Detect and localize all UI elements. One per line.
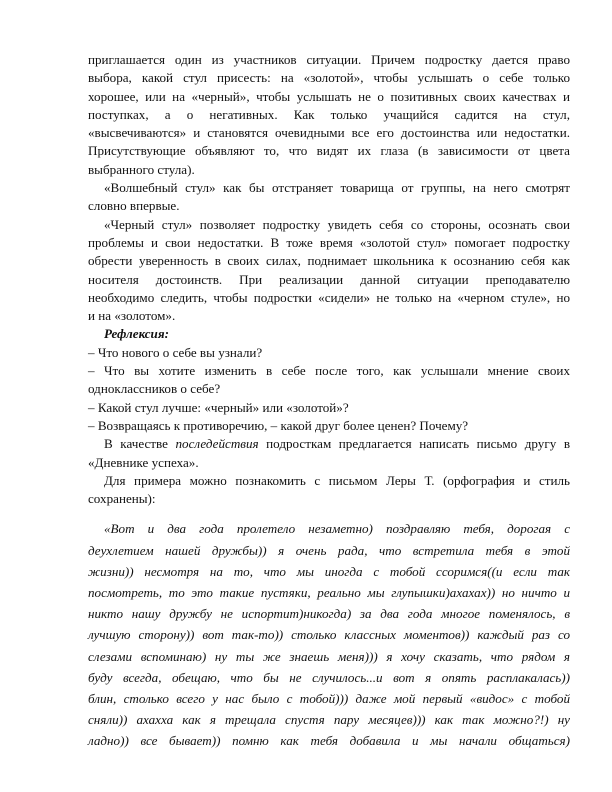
letter-line: ладно)) все бывает)) помню как тебя добавила и мы начали общаться) <box>88 733 570 749</box>
question-2 <box>88 362 570 399</box>
text-line: словно впервые. <box>88 198 180 214</box>
reflection-heading-line <box>88 325 570 343</box>
paragraph-consequence <box>88 435 570 472</box>
letter-line: «Вот и два года пролетело незаметно) поздравляю тебя, дорогая с <box>104 521 570 537</box>
letter-line: сняли)) ахахха как я трещала спустя пару месяцев))) как так можно?!) ну <box>88 712 570 728</box>
text-line: выбора, какой стул присесть: на «золотой», чтобы услышать о себе только <box>88 70 570 86</box>
text-line: обрести уверенность в своих силах, поднимает школьника к осознанию себя как <box>88 253 570 269</box>
letter-line: деухлетием нашей дружбы)) я очень рада, что встретила тебя в этой <box>88 542 570 558</box>
text-line: Для примера можно познакомить с письмом Леры Т. (орфография и стиль <box>104 472 570 488</box>
text-line: – Возвращаясь к противоречию, – какой друг более ценен? Почему? <box>88 417 469 433</box>
reflection-heading: Рефлексия: <box>104 326 169 342</box>
letter-line: лучшую сторону)) вот так-то)) столько классных моментов)) каждый раз со <box>88 627 570 643</box>
text-line: – Какой стул лучше: «черный» или «золотой»? <box>88 399 349 415</box>
letter-line: жизни)) несмотря на то, что мы иногда с тобой ссоримся((и если так <box>88 563 570 579</box>
text-line: «Черный стул» позволяет подростку увидеть себя со стороны, осознать свои <box>104 216 570 232</box>
paragraph-black-chair <box>88 216 570 326</box>
consequence-after: подросткам предлагается написать письмо другу в <box>258 436 571 452</box>
text-line: одноклассников о себе? <box>88 381 221 397</box>
question-1 <box>88 344 570 362</box>
text-line: и на «золотом». <box>88 308 176 324</box>
question-4 <box>88 417 570 435</box>
letter-line: посмотреть, то это такие пустяки, реально мы глупышки)ахахах)) но ничто и <box>88 585 570 601</box>
text-line: «Дневнике успеха». <box>88 454 199 470</box>
text-line: проблемы и свои недостатки. В тоже время «золотой стул» помогает подростку <box>88 234 570 250</box>
letter-line: слезами вспоминаю) ну ты же знаешь меня))) я хочу сказать, что рядом я <box>88 648 570 664</box>
text-line: хорошее, или на «черный», чтобы услышать не о позитивных своих качествах и <box>88 88 570 104</box>
letter-line: буду всегда, обещаю, что бы не случилось...и вот я опять расплакалась)) <box>88 669 570 685</box>
text-line: приглашается один из участников ситуации. Причем подростку дается право <box>88 52 570 67</box>
text-line: «высвечиваются» и становятся очевидными все его достоинства или недостатки. <box>88 125 570 141</box>
text-line: – Что нового о себе вы узнали? <box>88 344 263 360</box>
question-3 <box>88 399 570 417</box>
text-line: «Волшебный стул» как бы отстраняет товарища от группы, на него смотрят <box>104 180 570 196</box>
consequence-before: В качестве <box>104 436 176 452</box>
text-line: сохранены): <box>88 491 156 507</box>
letter-line: блин, столько всего у нас было с тобой))) даже мой первый «видос» с тобой <box>88 691 570 707</box>
letter-line: никто нашу дружбу не испортит)никогда) за два года многое поменялось, в <box>88 606 570 622</box>
text-line: – Что вы хотите изменить в себе после того, как услышали мнение своих <box>88 363 570 379</box>
paragraph-magic-chair <box>88 179 570 216</box>
text-line: выбранного стула). <box>88 161 195 177</box>
text-line: носителя достоинств. При реализации данной ситуации преподавателю <box>88 271 570 287</box>
text-line: поступках, а о негативных. Как только учащийся садится на стул, <box>88 106 570 122</box>
document-page <box>88 51 570 752</box>
text-line: Присутствующие объявляют то, что видят их глаза (в зависимости от цвета <box>88 143 570 159</box>
letter-quote <box>88 518 570 751</box>
text-line: необходимо следить, чтобы подростки «сидели» не только на «черном стуле», но <box>88 289 570 305</box>
paragraph-example-intro <box>88 472 570 509</box>
consequence-italic: последействия <box>175 436 259 452</box>
paragraph-chair-choice <box>88 51 570 179</box>
